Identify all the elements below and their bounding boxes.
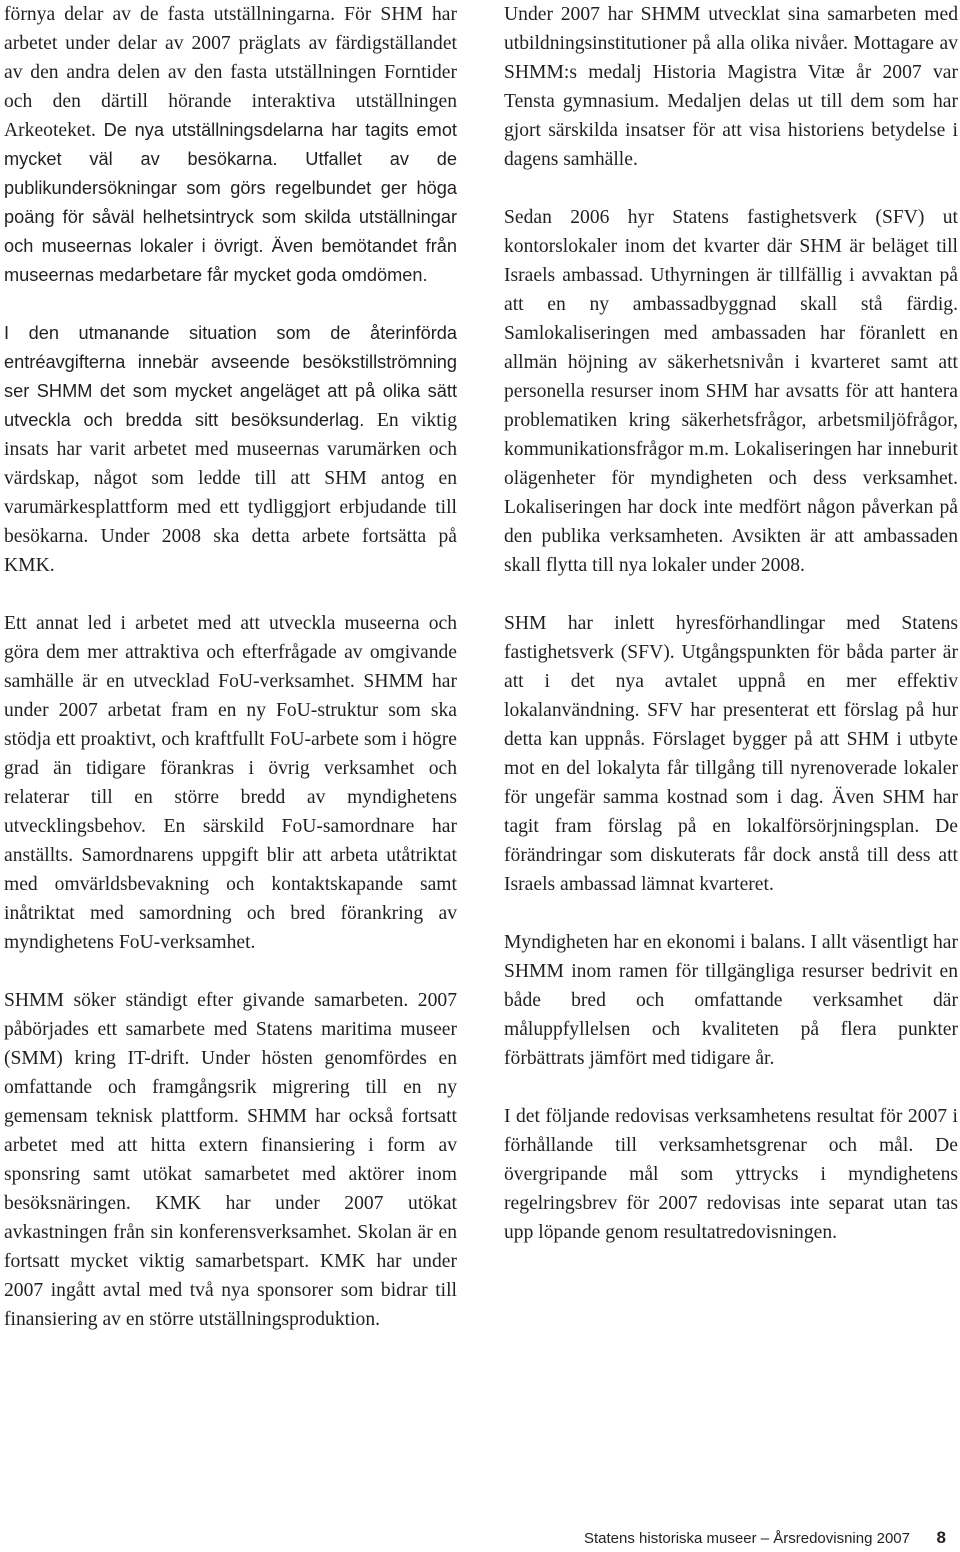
- paragraph-rent-negotiations: SHM har inlett hyresförhandlingar med Statens fastighetsverk (SFV). Utgångspunkten för båda parter är att i det nya avtalet uppnå en mer effektiv lokalanvändning. SFV har presenterat ett förslag på hur detta kan uppnås. Förslaget bygger på att SHM i utbyte mot en del lokalyta får tillgång till nyrenoverade lokaler för ungefär samma kostnad som i dag. Även SHM har tagit fram förslag på en lokalförsörjningsplan. De förändringar som diskuterats får dock anstå till dess att Israels ambassad lämnat kvarteret.: [504, 613, 958, 895]
- left-column: [4, 0, 457, 1363]
- paragraph-economy: Myndigheten har en ekonomi i balans. I allt väsentligt har SHMM inom ramen för tillgängliga resurser bedrivit en både bred och omfattande verksamhet där måluppfyllelsen och kvaliteten på flera punkter förbättrats jämfört med tidigare år.: [504, 932, 958, 1069]
- paragraph-exhibitions-sans: De nya utställningsdelarna har tagits emot mycket väl av besökarna. Utfallet av de publikundersökningar som görs regelbundet ger höga poäng för såväl helhetsintryck som skilda utställningar och museernas lokaler i övrigt. Även bemötandet från museernas medarbetare får mycket goda omdömen.: [4, 120, 457, 285]
- paragraph-exhibitions-serif: förnya delar av de fasta utställningarna. För SHM har arbetet under delar av 2007 präglats av färdigställandet av den andra delen av den fasta utställningen Forntider och den därtill hörande interaktiva utställningen Arkeoteket.: [4, 4, 457, 141]
- paragraph-visitor-base-sans: I den utmanande situation som de återinförda entréavgifterna innebär avseende besökstillströmning ser SHMM det som mycket angeläget att på olika sätt utveckla och bredda sitt besöksunderlag.: [4, 323, 457, 430]
- paragraph-results-intro: I det följande redovisas verksamhetens resultat för 2007 i förhållande till verksamhetsgrenar och mål. De övergripande mål som yttrycks i myndighetens regelringsbrev för 2007 redovisas inte separat utan tas upp löpande genom resultatredovisningen.: [504, 1106, 958, 1243]
- page-footer: [0, 1528, 960, 1552]
- paragraph-embassy: Sedan 2006 hyr Statens fastighetsverk (SFV) ut kontorslokaler inom det kvarter där SHM är beläget till Israels ambassad. Uthyrningen är tillfällig i avvaktan på att en ny ambassadbyggnad skall stå färdig. Samlokaliseringen med ambassaden har föranlett en allmän höjning av säkerhetsnivån i kvarteret samt att personella resurser inom SHM har avsatts för att hantera problematiken kring säkerhetsfrågor, arbetsmiljöfrågor, kommunikationsfrågor m.m. Lokaliseringen har inneburit olägenheter för myndigheten och dess verksamhet. Lokaliseringen har dock inte medfört någon påverkan på den publika verksamheten. Avsikten är att ambassaden skall flytta till nya lokaler under 2008.: [504, 207, 958, 576]
- paragraph-visitor-base-serif: En viktig insats har varit arbetet med museernas varumärken och värdskap, något som ledde till att SHM antog en varumärkesplattform med ett tydliggjort erbjudande till besökarna. Under 2008 ska detta arbete fortsätta på KMK.: [4, 410, 457, 576]
- paragraph-fou: Ett annat led i arbetet med att utveckla museerna och göra dem mer attraktiva och efterfrågade av omgivande samhälle är en utvecklad FoU-verksamhet. SHMM har under 2007 arbetat fram en ny FoU-struktur som ska stödja ett proaktivt, och kraftfullt FoU-arbete som i högre grad än tidigare förankras i övrig verksamhet och relaterar till en större bredd av myndighetens utvecklingsbehov. En särskild FoU-samordnare har anställts. Samordnarens uppgift blir att arbeta utåtriktat med omvärldsbevakning och kontaktskapande samt inåtriktat med samordning och bred förankring av myndighetens FoU-verksamhet.: [4, 613, 457, 953]
- footer-publication-title: Statens historiska museer – Årsredovisning 2007: [583, 1530, 910, 1547]
- paragraph-exhibitions: [4, 0, 457, 290]
- paragraph-education: Under 2007 har SHMM utvecklat sina samarbeten med utbildningsinstitutioner på alla olika nivåer. Mottagare av SHMM:s medalj Historia Magistra Vitæ år 2007 var Tensta gymnasium. Medaljen delas ut till dem som har gjort särskilda insatser för att visa historiens betydelse i dagens samhälle.: [504, 4, 958, 170]
- paragraph-visitor-base: [4, 319, 457, 580]
- footer-page-number: 8: [936, 1528, 946, 1547]
- right-column: [504, 0, 958, 1276]
- paragraph-collaborations: SHMM söker ständigt efter givande samarbeten. 2007 påbörjades ett samarbete med Statens maritima museer (SMM) kring IT-drift. Under hösten genomfördes en omfattande och framgångsrik migrering till en ny gemensam teknisk plattform. SHMM har också fortsatt arbetet med att hitta extern finansiering i form av sponsring samt utökat samarbetet med aktörer inom besöksnäringen. KMK har under 2007 utökat avkastningen från sin konferensverksamhet. Skolan är en fortsatt mycket viktig samarbetspart. KMK har under 2007 ingått avtal med två nya sponsorer som bidrar till finansiering av en större utställningsproduktion.: [4, 990, 457, 1330]
